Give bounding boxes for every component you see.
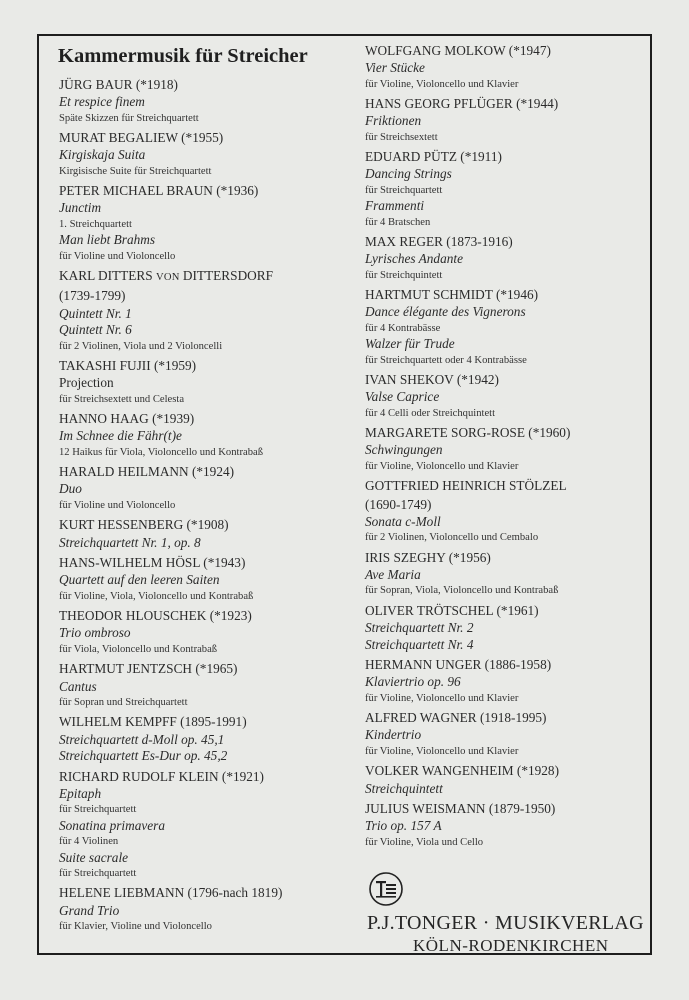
instrumentation: für 2 Violinen, Viola und 2 Violoncelli	[59, 340, 223, 352]
catalog-entry	[59, 713, 359, 764]
instrumentation: für Streichquartett oder 4 Kontrabässe	[365, 354, 527, 366]
catalog-entry	[59, 554, 359, 604]
instrumentation: für Streichsextett und Celesta	[59, 393, 185, 405]
work-title: Dancing Strings	[365, 166, 452, 182]
catalog-entry	[365, 148, 655, 230]
composer-name: IVAN SHEKOV (*1942)	[365, 372, 499, 388]
page-title: Kammermusik für Streicher	[58, 45, 308, 67]
publisher-city: KÖLN-RODENKIRCHEN	[413, 936, 609, 955]
instrumentation: für Violine, Viola, Violoncello und Kontrabaß	[59, 590, 254, 602]
composer-name: MAX REGER (1873-1916)	[365, 234, 513, 250]
work-title: Quartett auf den leeren Saiten	[59, 572, 220, 588]
work-title: Man liebt Brahms	[59, 232, 156, 248]
composer-name: WOLFGANG MOLKOW (*1947)	[365, 43, 551, 58]
work-title: Streichquartett Nr. 2	[365, 620, 474, 636]
instrumentation: für Violine, Violoncello und Klavier	[365, 78, 519, 90]
composer-name-part: KARL DITTERS	[59, 268, 157, 284]
instrumentation: für 4 Celli oder Streichquintett	[365, 407, 496, 419]
work-title: Quintett Nr. 6	[59, 322, 132, 338]
work-title: Vier Stücke	[365, 60, 425, 76]
catalog-entry	[365, 800, 655, 850]
work-title: Kirgiskaja Suita	[59, 147, 146, 163]
work-title: Projection	[59, 375, 114, 391]
instrumentation: für 4 Violinen	[59, 836, 119, 848]
catalog-entry	[59, 182, 359, 264]
instrumentation: Späte Skizzen für Streichquartett	[59, 112, 199, 124]
composer-name: HANS GEORG PFLÜGER (*1944)	[365, 96, 559, 112]
catalog-entry	[59, 76, 359, 126]
work-title: Frammenti	[365, 198, 425, 214]
instrumentation: für Sopran und Streichquartett	[59, 697, 188, 709]
left-column	[59, 36, 359, 937]
catalog-entry	[59, 129, 359, 179]
catalog-entry	[59, 884, 359, 934]
instrumentation: für Streichquartett	[365, 184, 443, 196]
instrumentation: für Violine und Violoncello	[59, 250, 176, 262]
catalog-entry	[365, 602, 655, 653]
work-title: Duo	[59, 481, 82, 497]
composer-name: MURAT BEGALIEW (*1955)	[59, 130, 224, 146]
composer-name: TAKASHI FUJII (*1959)	[59, 357, 197, 373]
work-title: Quintett Nr. 1	[59, 305, 132, 321]
work-title: Suite sacrale	[59, 849, 129, 865]
work-title: Ave Maria	[365, 566, 421, 582]
catalog-entry	[59, 357, 359, 407]
work-title: Streichquartett d-Moll op. 45,1	[59, 731, 225, 747]
work-title: Sonata c-Moll	[365, 513, 441, 529]
instrumentation: für Violine, Violoncello und Klavier	[365, 745, 519, 757]
work-title: Trio op. 157 A	[365, 818, 442, 834]
composer-name: IRIS SZEGHY (*1956)	[365, 549, 491, 565]
catalog-entry	[365, 762, 655, 797]
catalog-entry	[59, 768, 359, 882]
work-title: Klaviertrio op. 96	[365, 674, 461, 690]
composer-name-part: VON	[156, 272, 180, 284]
composer-name: JÜRG BAUR (*1918)	[59, 77, 178, 92]
instrumentation: für Sopran, Viola, Violoncello und Kontrabaß	[365, 585, 559, 597]
catalog-entry	[365, 424, 655, 474]
tonger-logo-icon	[369, 872, 403, 906]
work-title: Dance élégante des Vignerons	[365, 304, 526, 320]
work-title: Im Schnee die Fähr(t)e	[59, 428, 182, 444]
instrumentation: für Streichquartett	[59, 868, 137, 880]
instrumentation: für Streichquartett	[59, 804, 137, 816]
composer-name: HARALD HEILMANN (*1924)	[59, 464, 235, 480]
composer-name: RICHARD RUDOLF KLEIN (*1921)	[59, 768, 264, 784]
composer-name: EDUARD PÜTZ (*1911)	[365, 149, 502, 165]
composer-name: THEODOR HLOUSCHEK (*1923)	[59, 608, 252, 624]
instrumentation: Kirgisische Suite für Streichquartett	[59, 165, 212, 177]
work-title: Valse Caprice	[365, 389, 440, 405]
composer-dates: (1690-1749)	[365, 496, 432, 512]
instrumentation: für Streichsextett	[365, 131, 438, 143]
catalog-entry	[59, 463, 359, 513]
instrumentation: für Klavier, Violine und Violoncello	[59, 921, 212, 933]
catalog-entry	[59, 607, 359, 657]
composer-name: HERMANN UNGER (1886-1958)	[365, 657, 552, 673]
catalog-entry	[59, 516, 359, 551]
instrumentation: für Violine, Viola und Cello	[365, 836, 484, 848]
catalog-entry	[365, 95, 655, 145]
instrumentation: für 4 Bratschen	[365, 216, 431, 228]
composer-name-part: DITTERSDORF	[179, 268, 274, 284]
work-title: Walzer für Trude	[365, 336, 455, 352]
catalog-entry	[59, 660, 359, 710]
catalog-entry	[365, 709, 655, 759]
work-title: Trio ombroso	[59, 625, 131, 641]
work-title: Lyrisches Andante	[365, 251, 463, 267]
composer-name: OLIVER TRÖTSCHEL (*1961)	[365, 602, 539, 618]
publisher-name: P.J.TONGER · MUSIKVERLAG	[367, 912, 644, 934]
catalog-entry	[365, 233, 655, 283]
instrumentation: für Viola, Violoncello und Kontrabaß	[59, 643, 218, 655]
composer-name: WILHELM KEMPFF (1895-1991)	[59, 714, 247, 730]
composer-name: PETER MICHAEL BRAUN (*1936)	[59, 183, 259, 199]
composer-name: MARGARETE SORG-ROSE (*1960)	[365, 425, 571, 441]
catalog-entry	[59, 410, 359, 460]
work-title: Cantus	[59, 678, 97, 694]
right-entry-list	[365, 42, 655, 850]
work-title: Streichquartett Es-Dur op. 45,2	[59, 748, 228, 764]
left-entry-list	[59, 76, 359, 934]
composer-name: VOLKER WANGENHEIM (*1928)	[365, 763, 560, 779]
catalog-frame	[37, 34, 652, 955]
instrumentation: für Violine und Violoncello	[59, 499, 176, 511]
instrumentation: für 4 Kontrabässe	[365, 322, 441, 334]
composer-name: ALFRED WAGNER (1918-1995)	[365, 710, 547, 726]
catalog-entry	[59, 267, 359, 354]
composer-name: KURT HESSENBERG (*1908)	[59, 517, 229, 533]
composer-name: JULIUS WEISMANN (1879-1950)	[365, 801, 556, 817]
composer-name: HANNO HAAG (*1939)	[59, 411, 195, 427]
instrumentation: für Streichquintett	[365, 269, 443, 281]
work-title: Grand Trio	[59, 902, 120, 918]
work-title: Junctim	[59, 200, 102, 216]
catalog-entry	[365, 656, 655, 706]
composer-dates: (1739-1799)	[59, 288, 126, 304]
catalog-entry	[365, 371, 655, 421]
instrumentation: für Violine, Violoncello und Klavier	[365, 460, 519, 472]
composer-name: HARTMUT JENTZSCH (*1965)	[59, 661, 238, 677]
work-title: Kindertrio	[365, 727, 422, 743]
work-title: Epitaph	[59, 785, 102, 801]
catalog-entry	[365, 42, 655, 92]
catalog-entry	[365, 477, 655, 545]
work-title: Friktionen	[365, 113, 422, 129]
instrumentation: 1. Streichquartett	[59, 218, 132, 230]
right-column	[365, 36, 655, 955]
composer-name: HELENE LIEBMANN (1796-nach 1819)	[59, 885, 283, 901]
catalog-entry	[365, 549, 655, 599]
catalog-entry	[365, 286, 655, 368]
instrumentation: für 2 Violinen, Violoncello und Cembalo	[365, 532, 539, 544]
work-title: Et respice finem	[59, 94, 145, 110]
work-title: Streichquartett Nr. 4	[365, 636, 474, 652]
work-title: Streichquintett	[365, 780, 443, 796]
composer-name: HARTMUT SCHMIDT (*1946)	[365, 287, 539, 303]
composer-name: GOTTFRIED HEINRICH STÖLZEL	[365, 478, 567, 494]
instrumentation: für Violine, Violoncello und Klavier	[365, 692, 519, 704]
composer-name	[59, 267, 359, 287]
work-title: Sonatina primavera	[59, 817, 165, 833]
work-title: Streichquartett Nr. 1, op. 8	[59, 534, 201, 550]
composer-name: HANS-WILHELM HÖSL (*1943)	[59, 555, 246, 571]
work-title: Schwingungen	[365, 442, 443, 458]
instrumentation: 12 Haikus für Viola, Violoncello und Kontrabaß	[59, 446, 263, 458]
